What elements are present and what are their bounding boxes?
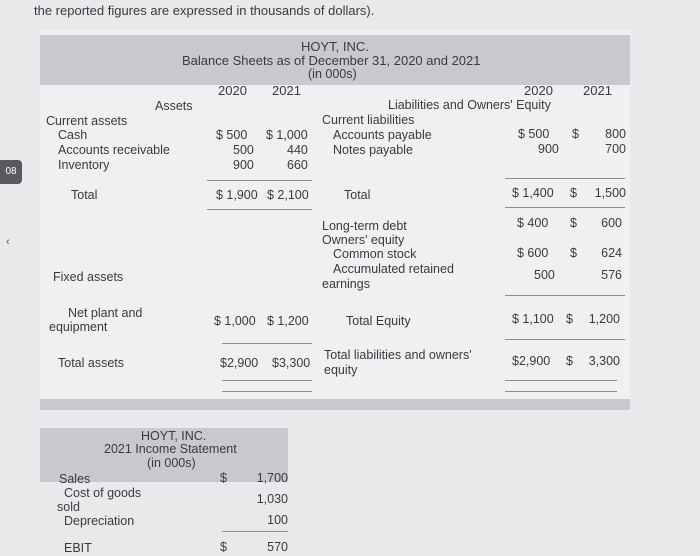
dep-label: Depreciation — [64, 514, 135, 528]
cogs-value: 1,030 — [256, 492, 288, 506]
total-ca-2021: $ 2,100 — [267, 188, 309, 202]
total-cl-2021-dollar: $ — [570, 186, 577, 200]
re-2021: 576 — [601, 268, 622, 282]
cs-2020: $ 600 — [517, 246, 549, 260]
cogs-label-1: Cost of goods — [64, 486, 142, 500]
oe-label: Owners' equity — [322, 233, 405, 247]
ap-2020: $ 500 — [518, 127, 550, 141]
is-company: HOYT, INC. — [141, 429, 207, 443]
cash-2020: $ 500 — [216, 128, 248, 142]
dep-value: 100 — [267, 513, 288, 527]
total-assets-2020: $2,900 — [220, 356, 259, 370]
re-label-2: earnings — [322, 277, 370, 291]
total-eq-2021: 1,200 — [588, 312, 620, 326]
bs-units: (in 000s) — [308, 67, 357, 81]
cash-label: Cash — [58, 128, 88, 142]
rule — [505, 207, 625, 208]
total-eq-2020: $ 1,100 — [512, 312, 554, 326]
rule — [505, 295, 625, 296]
ar-2020: 500 — [233, 143, 254, 157]
total-cl-2020: $ 1,400 — [512, 186, 554, 200]
sales-value: 1,700 — [256, 471, 288, 485]
total-eq-label: Total Equity — [346, 314, 411, 328]
rule — [505, 380, 617, 381]
total-ca-label: Total — [71, 188, 98, 202]
assets-header: Assets — [155, 99, 193, 113]
side-tab[interactable]: 08 — [0, 160, 22, 184]
total-le-label-2: equity — [324, 363, 358, 377]
rule — [505, 178, 625, 179]
is-units: (in 000s) — [147, 456, 196, 470]
total-le-2021-dollar: $ — [566, 354, 573, 368]
ebit-value: 570 — [267, 540, 288, 554]
section-divider-band — [40, 399, 630, 410]
total-assets-2021: $3,300 — [272, 356, 311, 370]
ap-2021-dollar: $ — [572, 127, 579, 141]
np-2020: 900 — [538, 142, 559, 156]
rule — [222, 380, 312, 381]
cogs-label-2: sold — [57, 500, 80, 514]
current-liab-label: Current liabilities — [322, 113, 415, 127]
total-ca-2020: $ 1,900 — [216, 188, 258, 202]
ebit-label: EBIT — [64, 541, 92, 555]
ar-label: Accounts receivable — [58, 143, 170, 157]
rule — [505, 339, 625, 340]
re-2020: 500 — [534, 268, 555, 282]
ap-2021: 800 — [605, 127, 626, 141]
liabilities-header: Liabilities and Owners' Equity — [388, 98, 551, 112]
total-le-2021: 3,300 — [588, 354, 620, 368]
re-label-1: Accumulated retained — [333, 262, 454, 276]
rule — [222, 531, 288, 532]
sales-label: Sales — [59, 472, 91, 486]
is-title: 2021 Income Statement — [104, 442, 237, 456]
bs-year-2020-right: 2020 — [524, 83, 553, 98]
bs-year-2021-right: 2021 — [583, 83, 612, 98]
net-plant-label-2: equipment — [49, 320, 108, 334]
total-cl-label: Total — [344, 188, 371, 202]
intro-text: the reported figures are expressed in thousands of dollars). — [34, 3, 375, 18]
ltd-label: Long-term debt — [322, 219, 407, 233]
rule — [222, 391, 312, 392]
inventory-2020: 900 — [233, 158, 254, 172]
ltd-2021-dollar: $ — [570, 216, 577, 230]
total-le-label-1: Total liabilities and owners' — [324, 348, 472, 362]
total-eq-2021-dollar: $ — [566, 312, 573, 326]
net-plant-label-1: Net plant and — [68, 306, 143, 320]
bs-year-2020-left: 2020 — [218, 83, 247, 98]
total-le-2020: $2,900 — [512, 354, 551, 368]
ar-2021: 440 — [287, 143, 308, 157]
net-plant-2021: $ 1,200 — [267, 314, 309, 328]
ltd-2021: 600 — [601, 216, 622, 230]
cs-2021-dollar: $ — [570, 246, 577, 260]
total-cl-2021: 1,500 — [594, 186, 626, 200]
cs-label: Common stock — [333, 247, 417, 261]
np-label: Notes payable — [333, 143, 413, 157]
current-assets-label: Current assets — [46, 114, 128, 128]
rule — [207, 180, 312, 181]
inventory-label: Inventory — [58, 158, 110, 172]
collapse-arrow-icon[interactable]: ‹ — [6, 236, 10, 248]
bs-title: Balance Sheets as of December 31, 2020 and 2021 — [182, 53, 481, 68]
ltd-2020: $ 400 — [517, 216, 549, 230]
np-2021: 700 — [605, 142, 626, 156]
bs-year-2021-left: 2021 — [272, 83, 301, 98]
ebit-dollar: $ — [220, 540, 227, 554]
fixed-assets-label: Fixed assets — [53, 270, 124, 284]
net-plant-2020: $ 1,000 — [214, 314, 256, 328]
bs-company: HOYT, INC. — [301, 39, 369, 54]
rule — [207, 209, 312, 210]
rule — [222, 343, 312, 344]
sales-dollar: $ — [220, 471, 227, 485]
rule — [505, 391, 617, 392]
ap-label: Accounts payable — [333, 128, 432, 142]
inventory-2021: 660 — [287, 158, 308, 172]
cs-2021: 624 — [601, 246, 622, 260]
total-assets-label: Total assets — [58, 356, 125, 370]
cash-2021: $ 1,000 — [266, 128, 308, 142]
